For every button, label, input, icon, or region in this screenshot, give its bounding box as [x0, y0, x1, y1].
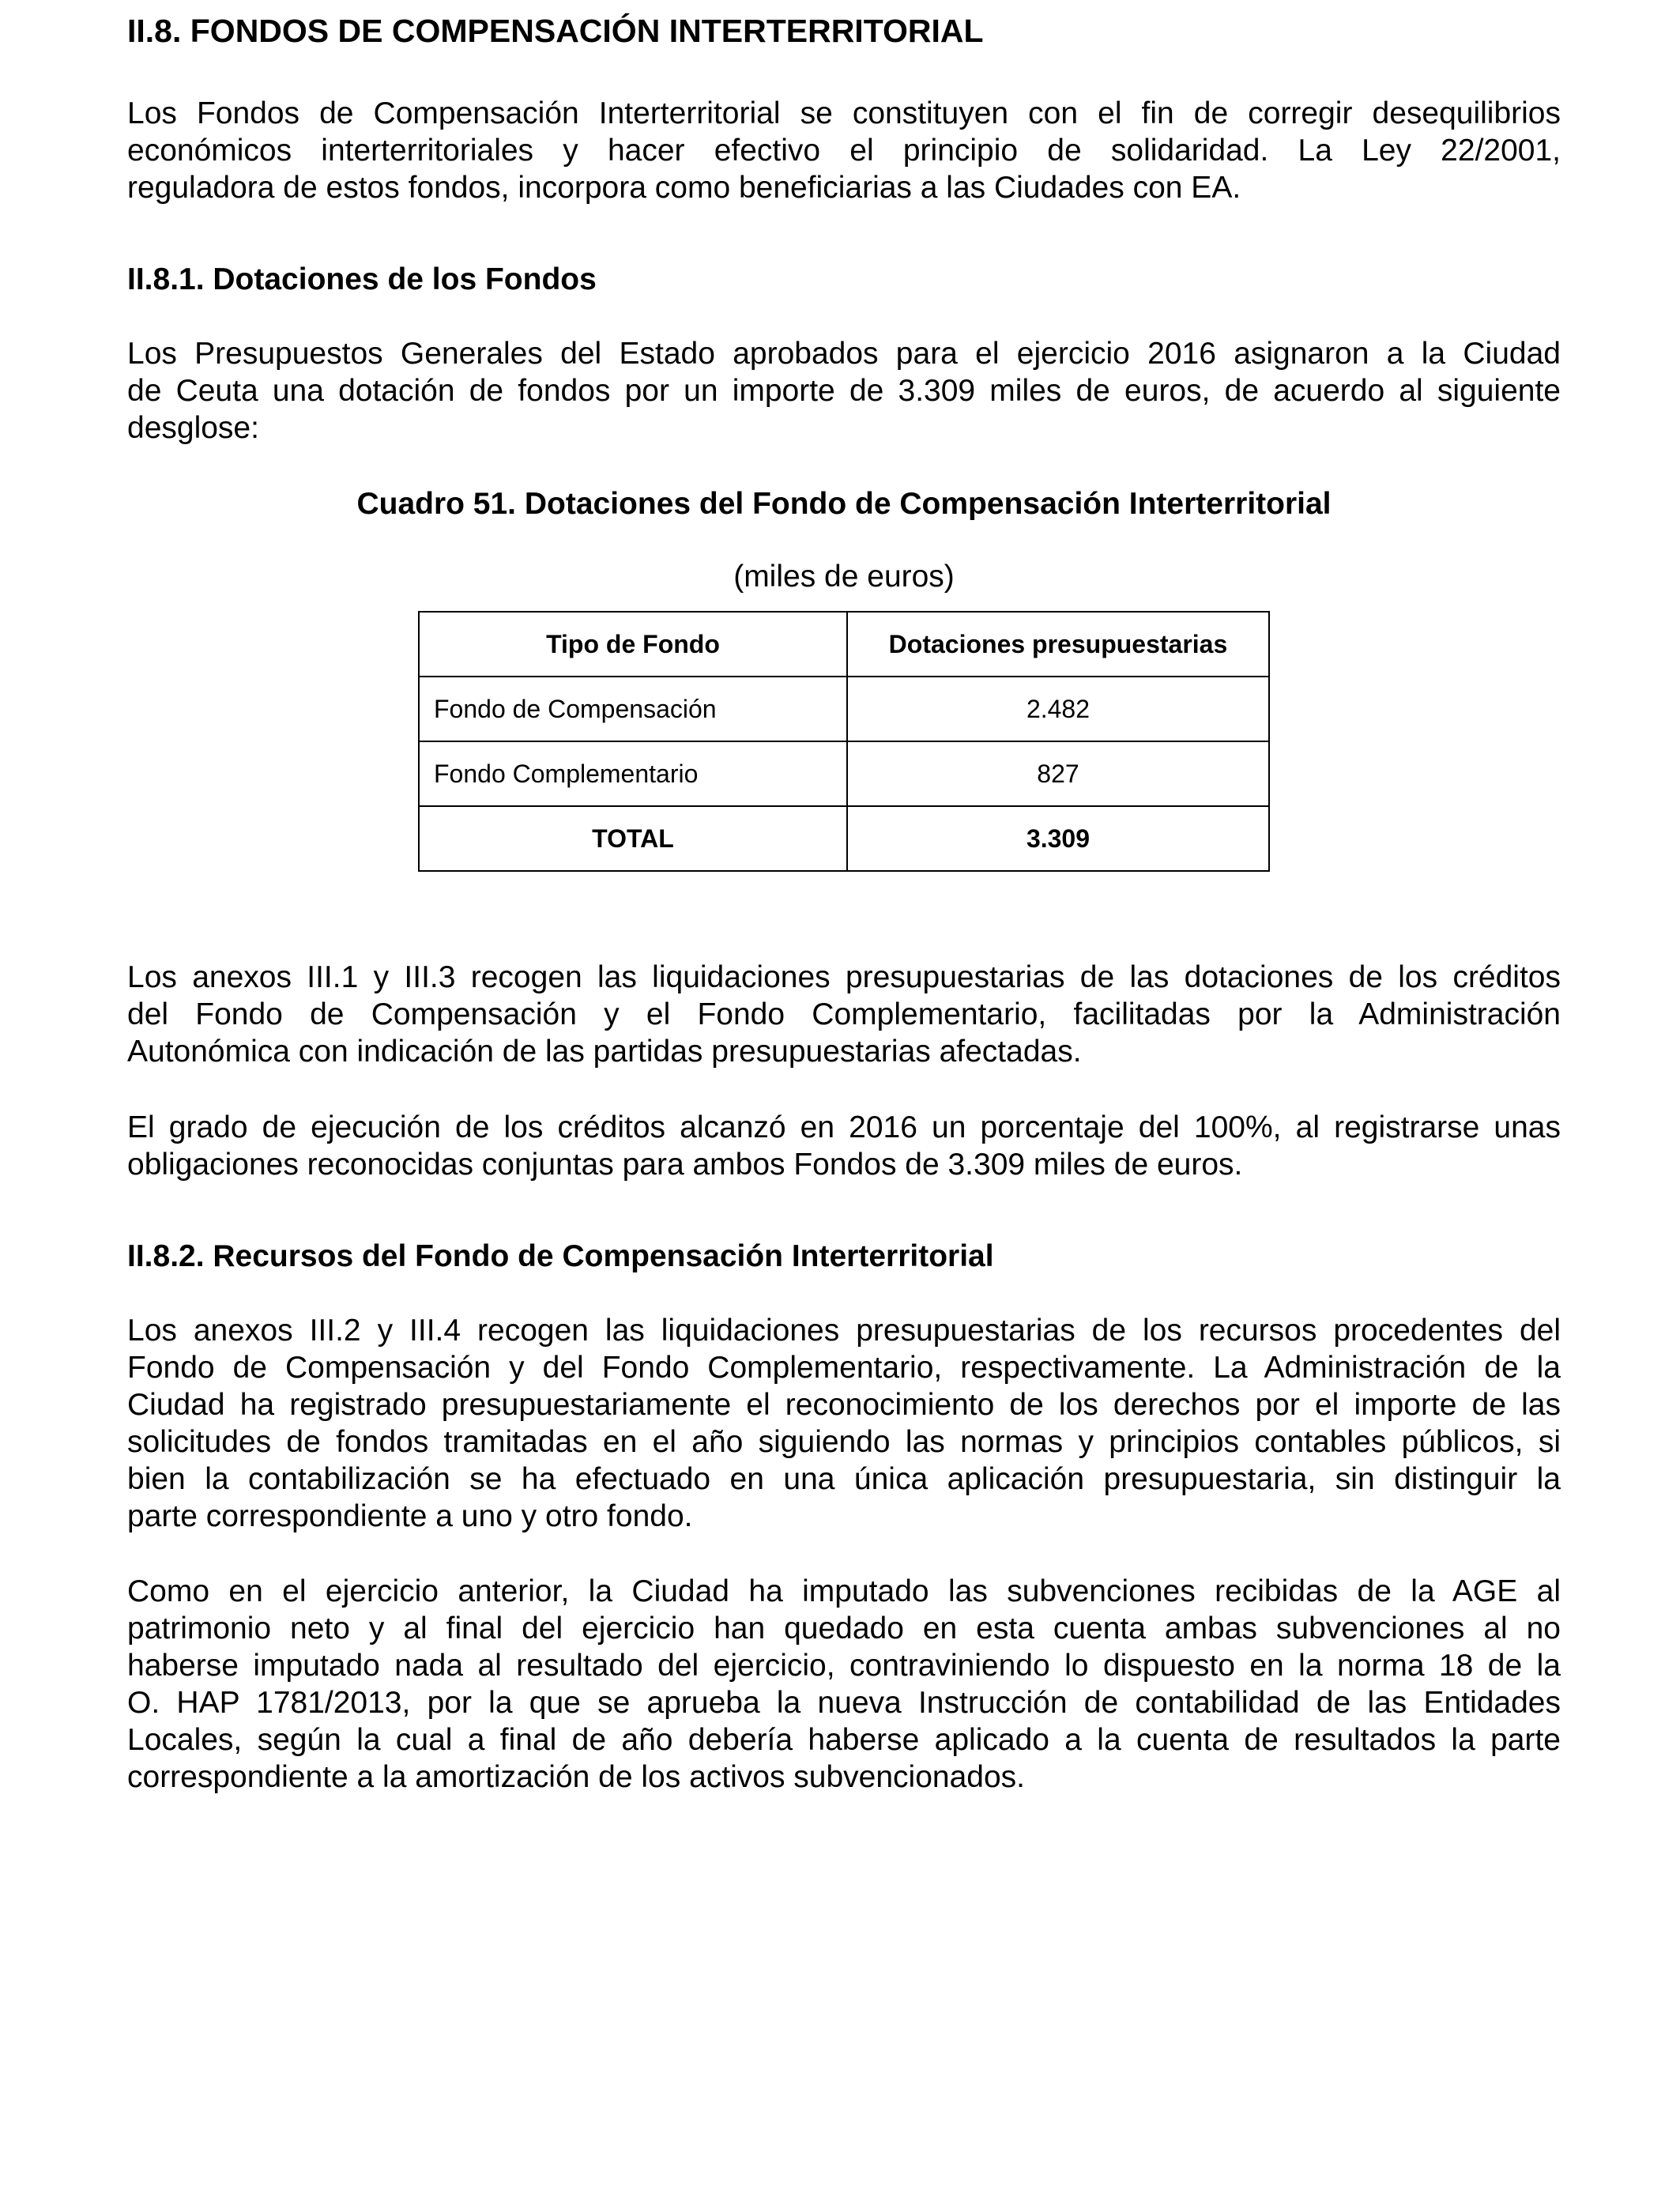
paragraph-line: correspondiente a la amortización de los activos subvencionados. [127, 1760, 1025, 1794]
paragraph-line: solicitudes de fondos tramitadas en el año siguiendo las normas y principios contables públicos, si [127, 1425, 1561, 1459]
intro-line: económicos interterritoriales y hacer efectivo el principio de solidaridad. La Ley 22/2001, [127, 134, 1561, 168]
table-header-row [419, 612, 1269, 677]
intro-line: reguladora de estos fondos, incorpora como beneficiarias a las Ciudades con EA. [127, 171, 1241, 205]
fund-value-cell: 827 [847, 741, 1269, 806]
section-2-paragraph-1 [127, 1312, 1561, 1535]
page-title: II.8. FONDOS DE COMPENSACIÓN INTERTERRITORIAL [127, 13, 984, 49]
table-caption: Cuadro 51. Dotaciones del Fondo de Compensación Interterritorial [356, 487, 1332, 521]
paragraph-line: Autonómica con indicación de las partidas presupuestarias afectadas. [127, 1035, 1082, 1069]
table-units: (miles de euros) [733, 560, 955, 594]
paragraph-line: de Ceuta una dotación de fondos por un importe de 3.309 miles de euros, de acuerdo al siguiente [127, 374, 1561, 408]
fund-allocation-table [418, 611, 1270, 872]
section-1-paragraph-3 [127, 1109, 1561, 1183]
paragraph-line: Locales, según la cual a final de año debería haberse aplicado a la cuenta de resultados la parte [127, 1723, 1561, 1757]
paragraph-line: haberse imputado nada al resultado del ejercicio, contraviniendo lo dispuesto en la norma 18 de la [127, 1649, 1561, 1683]
paragraph-line: Los anexos III.1 y III.3 recogen las liquidaciones presupuestarias de las dotaciones de los créditos [127, 960, 1561, 994]
paragraph-line: parte correspondiente a uno y otro fondo. [127, 1499, 693, 1533]
section-1-paragraph [127, 335, 1561, 447]
table-total-row [419, 806, 1269, 871]
paragraph-line: desglose: [127, 411, 259, 445]
column-header: Tipo de Fondo [419, 612, 847, 677]
paragraph-line: bien la contabilización se ha efectuado en una única aplicación presupuestaria, sin distinguir la [127, 1462, 1561, 1496]
section-2-heading: II.8.2. Recursos del Fondo de Compensación Interterritorial [127, 1239, 994, 1273]
total-label-cell: TOTAL [419, 806, 847, 871]
fund-name-cell: Fondo Complementario [419, 741, 847, 806]
paragraph-line: obligaciones reconocidas conjuntas para ambos Fondos de 3.309 miles de euros. [127, 1148, 1243, 1182]
paragraph-line: patrimonio neto y al final del ejercicio han quedado en esta cuenta ambas subvenciones al no [127, 1612, 1561, 1646]
section-1-heading: II.8.1. Dotaciones de los Fondos [127, 262, 597, 296]
section-2-paragraph-2 [127, 1573, 1561, 1796]
paragraph-line: El grado de ejecución de los créditos alcanzó en 2016 un porcentaje del 100%, al registrarse unas [127, 1110, 1561, 1144]
paragraph-line: Como en el ejercicio anterior, la Ciudad ha imputado las subvenciones recibidas de la AGE al [127, 1574, 1561, 1608]
paragraph-line: Los Presupuestos Generales del Estado aprobados para el ejercicio 2016 asignaron a la Ciudad [127, 337, 1561, 371]
paragraph-line: Ciudad ha registrado presupuestariamente el reconocimiento de los derechos por el importe de las [127, 1388, 1561, 1422]
intro-line: Los Fondos de Compensación Interterritorial se constituyen con el fin de corregir desequilibrios [127, 96, 1561, 130]
table-row [419, 741, 1269, 806]
paragraph-line: O. HAP 1781/2013, por la que se aprueba la nueva Instrucción de contabilidad de las Entidades [127, 1686, 1561, 1720]
fund-name-cell: Fondo de Compensación [419, 677, 847, 741]
table-row [419, 677, 1269, 741]
total-value-cell: 3.309 [847, 806, 1269, 871]
section-1-paragraph-2 [127, 959, 1561, 1070]
intro-paragraph [127, 95, 1561, 206]
column-header: Dotaciones presupuestarias [847, 612, 1269, 677]
paragraph-line: del Fondo de Compensación y el Fondo Complementario, facilitadas por la Administración [127, 997, 1561, 1031]
paragraph-line: Los anexos III.2 y III.4 recogen las liquidaciones presupuestarias de los recursos procedentes del [127, 1314, 1561, 1348]
paragraph-line: Fondo de Compensación y del Fondo Complementario, respectivamente. La Administración de la [127, 1351, 1561, 1385]
fund-value-cell: 2.482 [847, 677, 1269, 741]
